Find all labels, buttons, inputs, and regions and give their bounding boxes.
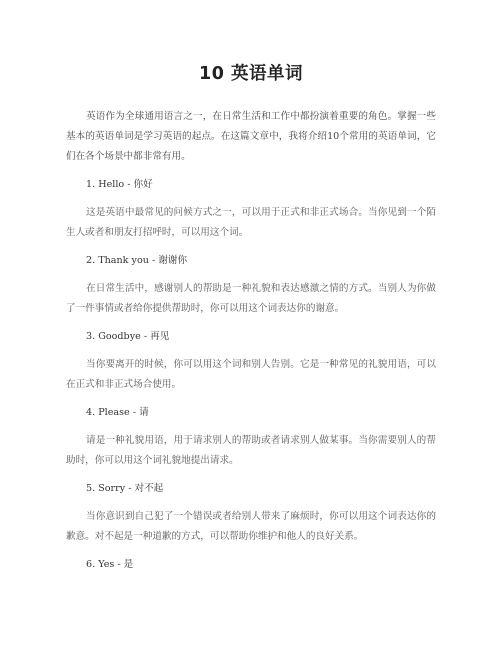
word-description: 请是一种礼貌用语，用于请求别人的帮助或者请求别人做某事。当你需要别人的帮助时，你可以用这个词礼貌地提出请求。 [66,435,436,466]
word-heading: 4. Please - 请 [86,407,149,418]
word-heading: 3. Goodbye - 再见 [86,331,170,342]
word-description: 在日常生活中，感谢别人的帮助是一种礼貌和表达感激之情的方式。当别人为你做了一件事情或者给你提供帮助时，你可以用这个词表达你的谢意。 [66,283,436,314]
word-item-1 [66,175,436,243]
word-item-3 [66,327,436,395]
word-heading: 5. Sorry - 对不起 [86,483,164,494]
word-description: 当你要离开的时候，你可以用这个词和别人告别。它是一种常见的礼貌用语，可以在正式和非正式场合使用。 [66,359,436,390]
word-heading: 2. Thank you - 谢谢你 [86,255,188,266]
word-heading: 1. Hello - 你好 [86,179,153,190]
word-heading: 6. Yes - 是 [86,559,134,570]
word-item-4 [66,403,436,471]
intro-paragraph: 英语作为全球通用语言之一，在日常生活和工作中都扮演着重要的角色。掌握一些基本的英语单词是学习英语的起点。在这篇文章中，我将介绍10个常用的英语单词，它们在各个场景中都非常有用。 [66,111,436,162]
word-item-2 [66,251,436,319]
word-description: 当你意识到自己犯了一个错误或者给别人带来了麻烦时，你可以用这个词表达你的歉意。对不起是一种道歉的方式，可以帮助你维护和他人的良好关系。 [66,511,436,542]
page-title: 10 英语单词 [199,64,303,84]
word-item-6 [66,555,436,575]
word-description: 这是英语中最常见的问候方式之一，可以用于正式和非正式场合。当你见到一个陌生人或者和朋友打招呼时，可以用这个词。 [66,207,436,238]
word-item-5 [66,479,436,547]
